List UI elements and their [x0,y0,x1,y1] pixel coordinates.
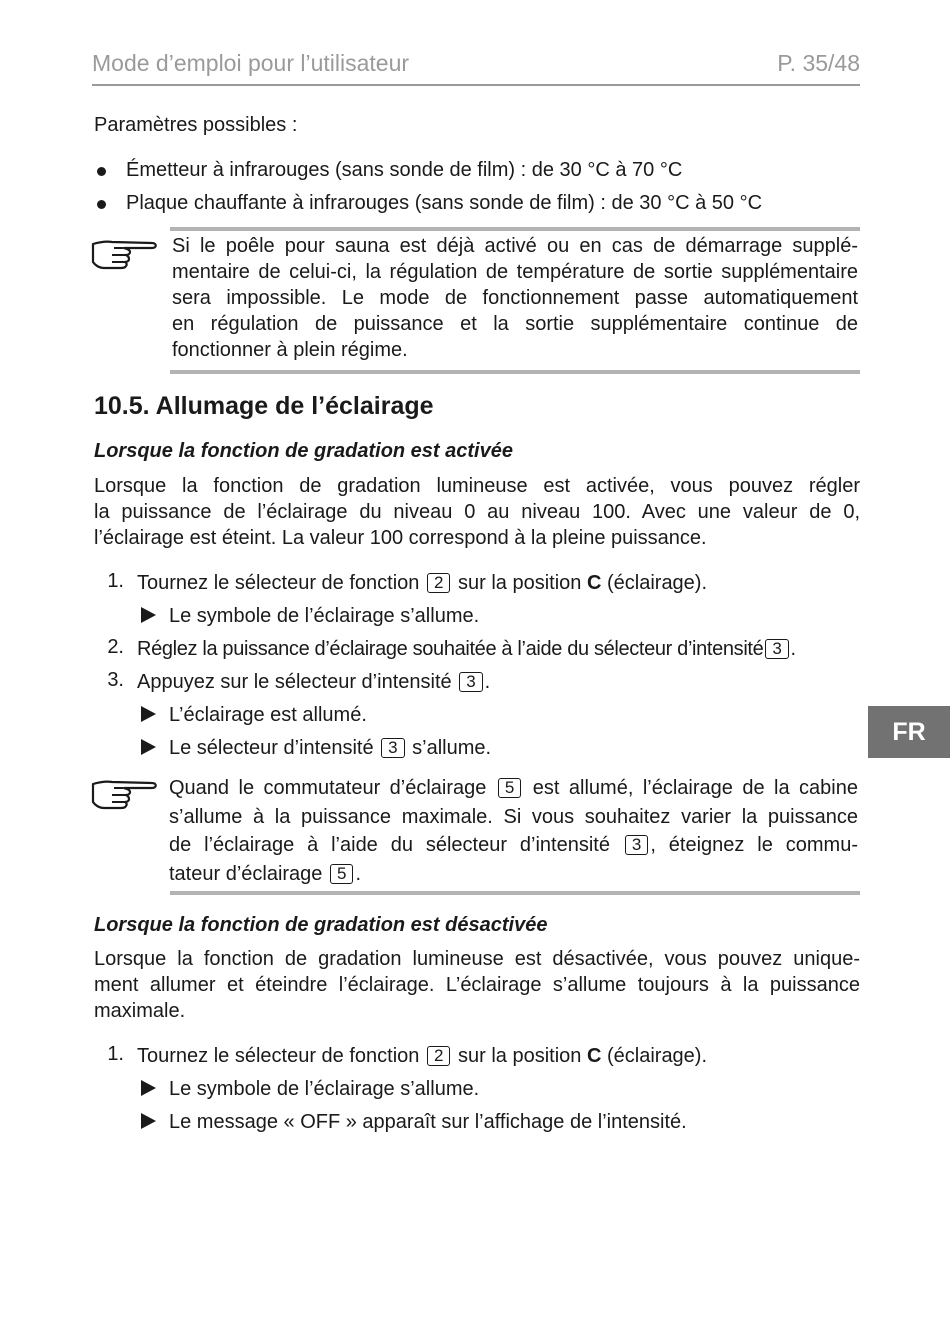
note-text-part: Quand le commutateur d’éclairage [169,777,487,799]
paragraph-line: maximale. [94,1000,186,1022]
right-triangle-arrow-icon [141,1113,156,1129]
note-line [169,831,858,860]
note-line: fonctionner à plein régime. [172,339,408,361]
paragraph-dimming-on [94,473,860,551]
step-number: 2. [107,636,124,658]
step-text-part: (éclairage). [606,1045,708,1067]
paragraph-dimming-off [94,946,860,1024]
step-text [137,1043,707,1069]
right-triangle-arrow-icon [141,607,156,623]
paragraph-line: Lorsque la fonction de gradation lumineuse est désactivée, vous pouvez unique- [94,948,860,970]
reference-box: 5 [330,864,353,884]
right-triangle-arrow-icon [141,739,156,755]
paragraph-line: la puissance de l’éclairage du niveau 0 au niveau 100. Avec une valeur de 0, [94,501,860,523]
note-text-part: de l’éclairage à l’aide du sélecteur d’intensité [169,834,610,856]
note-text-part: , éteignez le commu- [650,834,859,856]
step-text-part: Tournez le sélecteur de fonction [137,1045,420,1067]
result-text-part: s’allume. [412,737,492,759]
right-triangle-arrow-icon [141,1080,156,1096]
pointing-hand-icon [90,776,160,812]
note-line [169,774,858,803]
right-triangle-arrow-icon [141,706,156,722]
note-text-part: tateur d’éclairage [169,862,323,885]
note-line: s’allume à la puissance maximale. Si vous souhaitez varier la puissance [169,805,858,828]
step-number: 1. [107,1043,124,1065]
subheading-dimming-on: Lorsque la fonction de gradation est activée [94,440,513,462]
result-text: L’éclairage est allumé. [169,704,367,726]
result-text: Le symbole de l’éclairage s’allume. [169,1078,480,1100]
note-bottom-rule [170,891,860,895]
step-text-part: . [484,671,491,693]
step-text-part: Appuyez sur le sélecteur d’intensité [137,671,452,693]
result-text [169,735,491,761]
note-bottom-rule [170,370,860,374]
note-text [169,774,858,888]
note-text-part: est allumé, l’éclairage de la cabine [532,777,858,799]
pointing-hand-icon [90,236,160,272]
reference-box: 2 [427,1046,450,1066]
paragraph-line: l’éclairage est éteint. La valeur 100 correspond à la pleine puissance. [94,527,707,549]
note-line [169,860,858,889]
subheading-dimming-off: Lorsque la fonction de gradation est désactivée [94,914,548,936]
section-number: 10.5. [94,392,150,420]
note-text-part: . [355,862,362,885]
params-item: Plaque chauffante à infrarouges (sans sonde de film) : de 30 °C à 50 °C [126,192,763,214]
step-text-part: sur la position [458,572,582,594]
step-text-part: (éclairage). [606,572,708,594]
result-text-part: Le sélecteur d’intensité [169,737,374,759]
step-text [137,570,707,596]
reference-box: 5 [498,778,521,798]
reference-box: 3 [625,835,648,855]
page-header [92,50,860,86]
params-intro: Paramètres possibles : [94,114,298,136]
step-text-part: Réglez la puissance d’éclairage souhaitée à l’aide du sélecteur d’intensité [137,638,764,660]
result-text: Le message « OFF » apparaît sur l’affichage de l’intensité. [169,1111,687,1133]
bullet-dot-icon [97,200,106,209]
step-text [137,636,796,662]
note-line: mentaire de celui-ci, la régulation de température de sortie supplémentaire [172,261,858,283]
paragraph-line: Lorsque la fonction de gradation lumineuse est activée, vous pouvez régler [94,475,860,497]
bullet-dot-icon [97,167,106,176]
step-text-part: Tournez le sélecteur de fonction [137,572,420,594]
note-text [172,233,858,363]
step-number: 3. [107,669,124,691]
params-item: Émetteur à infrarouges (sans sonde de film) : de 30 °C à 70 °C [126,159,683,181]
note-top-rule [170,227,860,231]
paragraph-line: ment allumer et éteindre l’éclairage. L’éclairage s’allume toujours à la puissance [94,974,860,996]
document-title: Mode d’emploi pour l’utilisateur [92,50,410,76]
page-number: P. 35/48 [777,50,860,76]
note-line: Si le poêle pour sauna est déjà activé ou en cas de démarrage supplé- [172,235,858,257]
step-bold-letter: C [586,572,602,594]
reference-box: 3 [765,639,788,659]
step-text-part: sur la position [458,1045,582,1067]
section-title: Allumage de l’éclairage [155,392,434,420]
reference-box: 2 [427,573,450,593]
step-bold-letter: C [586,1045,602,1067]
step-number: 1. [107,570,124,592]
note-line: en régulation de puissance et la sortie supplémentaire continue de [172,313,858,335]
result-text: Le symbole de l’éclairage s’allume. [169,605,480,627]
reference-box: 3 [381,738,404,758]
section-heading [94,392,434,421]
note-line: sera impossible. Le mode de fonctionnement passe automatiquement [172,287,858,309]
step-text-part: . [790,638,796,660]
step-text [137,669,490,695]
reference-box: 3 [459,672,482,692]
language-tab: FR [868,706,950,758]
